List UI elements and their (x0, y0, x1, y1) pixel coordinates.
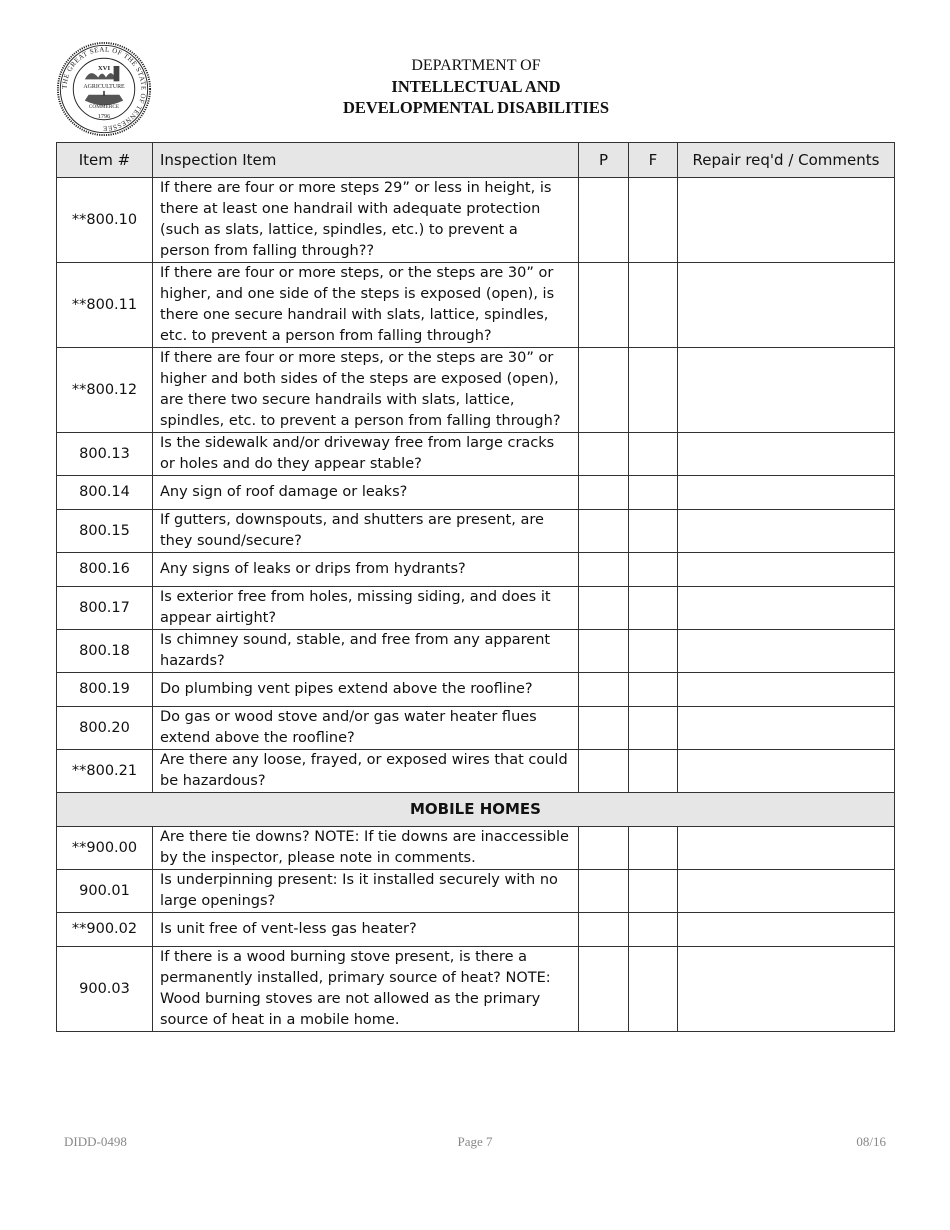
fail-cell[interactable] (629, 348, 678, 433)
item-description: If there is a wood burning stove present, is there a permanently installed, primary source of heat? NOTE: Wood burning stoves are not allowed as the primary source of heat in a mobile home. (153, 947, 579, 1032)
fail-cell[interactable] (629, 510, 678, 553)
header-line-1: DEPARTMENT OF (411, 57, 541, 74)
pass-cell[interactable] (579, 553, 629, 587)
table-row (57, 510, 895, 553)
comments-cell[interactable] (678, 178, 895, 263)
seal-ring-text: THE GREAT SEAL OF THE STATE OF TENNESSEE (61, 46, 147, 132)
item-number: 800.17 (57, 587, 153, 630)
comments-cell[interactable] (678, 263, 895, 348)
table-row (57, 750, 895, 793)
item-description: If gutters, downspouts, and shutters are present, are they sound/secure? (153, 510, 579, 553)
comments-cell[interactable] (678, 348, 895, 433)
header-comments: Repair req'd / Comments (678, 143, 895, 178)
fail-cell[interactable] (629, 587, 678, 630)
fail-cell[interactable] (629, 707, 678, 750)
pass-cell[interactable] (579, 870, 629, 913)
seal-bottom-word: COMMERCE (88, 104, 120, 111)
fail-cell[interactable] (629, 913, 678, 947)
table-row (57, 587, 895, 630)
pass-cell[interactable] (579, 433, 629, 476)
table-row (57, 673, 895, 707)
pass-cell[interactable] (579, 263, 629, 348)
item-description: Is underpinning present: Is it installed securely with no large openings? (153, 870, 579, 913)
item-description: If there are four or more steps 29” or less in height, is there at least one handrail with adequate protection (such as slats, lattice, spindles, etc.) to prevent a person from falling through?? (153, 178, 579, 263)
fail-cell[interactable] (629, 827, 678, 870)
header-line-3: DEVELOPMENTAL DISABILITIES (342, 98, 610, 117)
pass-cell[interactable] (579, 750, 629, 793)
section-header-row (57, 793, 895, 827)
fail-cell[interactable] (629, 433, 678, 476)
header-pass: P (579, 143, 629, 178)
pass-cell[interactable] (579, 510, 629, 553)
seal-top-word: AGRICULTURE (83, 84, 125, 91)
item-number: 800.15 (57, 510, 153, 553)
item-description: Is the sidewalk and/or driveway free from large cracks or holes and do they appear stable? (153, 433, 579, 476)
table-row (57, 348, 895, 433)
fail-cell[interactable] (629, 553, 678, 587)
table-row (57, 827, 895, 870)
department-header (300, 56, 652, 118)
item-number: **800.12 (57, 348, 153, 433)
pass-cell[interactable] (579, 913, 629, 947)
comments-cell[interactable] (678, 827, 895, 870)
state-seal-logo (56, 41, 152, 137)
item-description: Are there any loose, frayed, or exposed wires that could be hazardous? (153, 750, 579, 793)
fail-cell[interactable] (629, 476, 678, 510)
item-number: 900.01 (57, 870, 153, 913)
table-row (57, 178, 895, 263)
table-row (57, 947, 895, 1032)
item-number: **900.02 (57, 913, 153, 947)
table-row (57, 707, 895, 750)
item-description: Any signs of leaks or drips from hydrants? (153, 553, 579, 587)
comments-cell[interactable] (678, 630, 895, 673)
item-description: If there are four or more steps, or the steps are 30” or higher, and one side of the steps is exposed (open), is there one secure handrail with slats, lattice, spindles, etc. to prevent a person from falling through? (153, 263, 579, 348)
comments-cell[interactable] (678, 433, 895, 476)
item-number: 800.18 (57, 630, 153, 673)
comments-cell[interactable] (678, 947, 895, 1032)
item-description: Do plumbing vent pipes extend above the roofline? (153, 673, 579, 707)
comments-cell[interactable] (678, 673, 895, 707)
table-row (57, 553, 895, 587)
comments-cell[interactable] (678, 750, 895, 793)
comments-cell[interactable] (678, 913, 895, 947)
inspection-table (56, 142, 895, 1032)
fail-cell[interactable] (629, 870, 678, 913)
item-description: Any sign of roof damage or leaks? (153, 476, 579, 510)
fail-cell[interactable] (629, 750, 678, 793)
item-description: Is exterior free from holes, missing siding, and does it appear airtight? (153, 587, 579, 630)
item-number: **800.21 (57, 750, 153, 793)
form-id: DIDD-0498 (64, 1134, 127, 1149)
table-row (57, 263, 895, 348)
comments-cell[interactable] (678, 870, 895, 913)
pass-cell[interactable] (579, 673, 629, 707)
table-row (57, 433, 895, 476)
item-number: 900.03 (57, 947, 153, 1032)
item-description: If there are four or more steps, or the steps are 30” or higher and both sides of the steps are exposed (open), are there two secure handrails with slats, lattice, spindles, etc. to prevent a person from falling through? (153, 348, 579, 433)
pass-cell[interactable] (579, 827, 629, 870)
table-row (57, 870, 895, 913)
comments-cell[interactable] (678, 510, 895, 553)
item-number: **900.00 (57, 827, 153, 870)
section-title: MOBILE HOMES (57, 793, 895, 827)
pass-cell[interactable] (579, 476, 629, 510)
pass-cell[interactable] (579, 348, 629, 433)
fail-cell[interactable] (629, 673, 678, 707)
table-row (57, 476, 895, 510)
item-number: 800.13 (57, 433, 153, 476)
item-number: 800.19 (57, 673, 153, 707)
header-fail: F (629, 143, 678, 178)
fail-cell[interactable] (629, 178, 678, 263)
item-number: 800.14 (57, 476, 153, 510)
pass-cell[interactable] (579, 947, 629, 1032)
revision-date: 08/16 (856, 1134, 886, 1149)
seal-year: 1796 (97, 112, 111, 120)
item-number: 800.16 (57, 553, 153, 587)
table-header-row (57, 143, 895, 178)
fail-cell[interactable] (629, 263, 678, 348)
comments-cell[interactable] (678, 476, 895, 510)
header-inspection-item: Inspection Item (153, 143, 579, 178)
pass-cell[interactable] (579, 630, 629, 673)
seal-roman: XVI (97, 64, 111, 72)
comments-cell[interactable] (678, 587, 895, 630)
fail-cell[interactable] (629, 947, 678, 1032)
item-description: Is unit free of vent-less gas heater? (153, 913, 579, 947)
item-number: **800.10 (57, 178, 153, 263)
item-number: 800.20 (57, 707, 153, 750)
fail-cell[interactable] (629, 630, 678, 673)
table-row (57, 630, 895, 673)
page-number: Page 7 (457, 1134, 493, 1149)
comments-cell[interactable] (678, 553, 895, 587)
header-item-number: Item # (57, 143, 153, 178)
item-description: Do gas or wood stove and/or gas water heater flues extend above the roofline? (153, 707, 579, 750)
pass-cell[interactable] (579, 707, 629, 750)
item-description: Is chimney sound, stable, and free from any apparent hazards? (153, 630, 579, 673)
item-number: **800.11 (57, 263, 153, 348)
table-row (57, 913, 895, 947)
item-description: Are there tie downs? NOTE: If tie downs are inaccessible by the inspector, please note in comments. (153, 827, 579, 870)
pass-cell[interactable] (579, 587, 629, 630)
pass-cell[interactable] (579, 178, 629, 263)
comments-cell[interactable] (678, 707, 895, 750)
header-line-2: INTELLECTUAL AND (391, 77, 561, 96)
